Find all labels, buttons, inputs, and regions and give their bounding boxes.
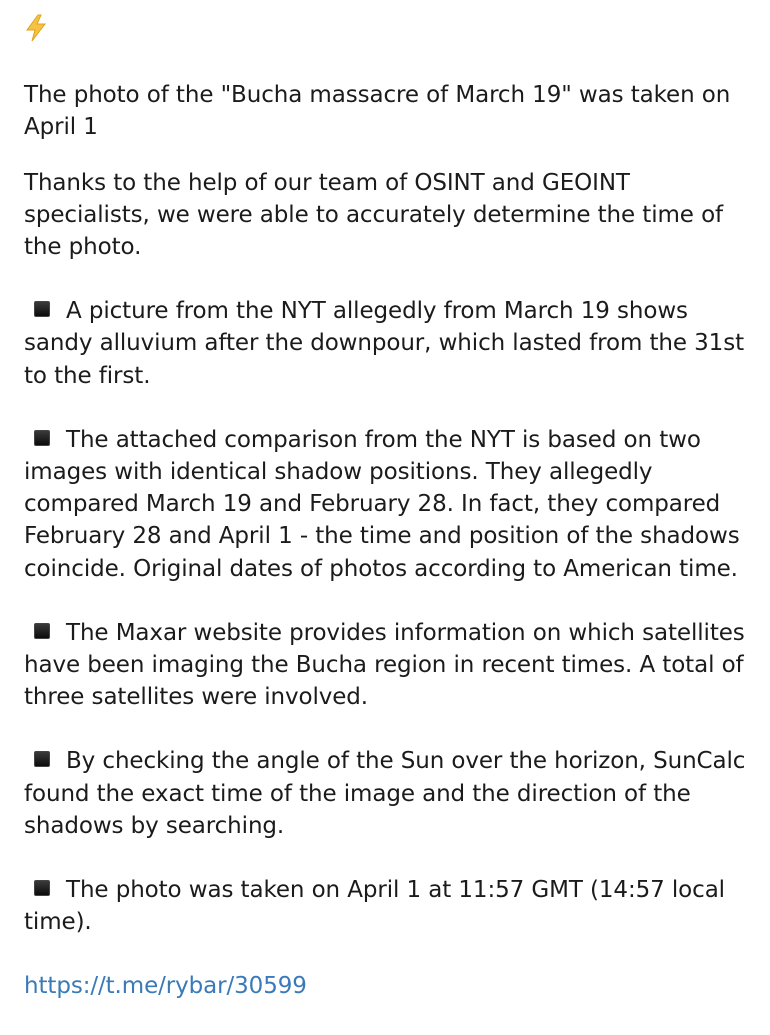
title-text: The photo of the "Bucha massacre of March 19" was taken on April 1 (24, 82, 731, 141)
bullet-text: By checking the angle of the Sun over the horizon, SunCalc found the exact time of the image and the direction of the shadows by searching. (24, 748, 746, 839)
black-square-icon (34, 430, 50, 446)
message-title (24, 14, 748, 47)
black-square-icon (34, 623, 50, 639)
intro-paragraph: Thanks to the help of our team of OSINT and GEOINT specialists, we were able to accurately determine the time of the photo. (24, 169, 724, 261)
lightning-icon (24, 14, 48, 42)
bullet-text: The photo was taken on April 1 at 11:57 GMT (14:57 local time). (24, 877, 725, 936)
bullet-item-3 (24, 617, 748, 714)
message-bubble (24, 14, 748, 1035)
bullet-text: The attached comparison from the NYT is based on two images with identical shadow positions. They allegedly compared March 19 and February 28. In fact, they compared February 28 and April 1 - the time and position of the shadows coincide. Original dates of photos according to American time. (24, 426, 740, 582)
bullet-text: A picture from the NYT allegedly from March 19 shows sandy alluvium after the downpour, which lasted from the 31st to the first. (24, 298, 745, 389)
bullet-item-2 (24, 424, 748, 585)
black-square-icon (34, 751, 50, 767)
ukraine-flag-icon (56, 20, 86, 40)
bullet-text: The Maxar website provides information on which satellites have been imaging the Bucha region in recent times. A total of three satellites were involved. (24, 619, 745, 711)
bullet-item-1 (24, 295, 748, 392)
bullet-item-5 (24, 874, 748, 938)
source-link-paragraph (24, 970, 748, 1002)
black-square-icon (34, 880, 50, 896)
source-link[interactable]: https://t.me/rybar/30599 (24, 973, 307, 1000)
black-square-icon (34, 301, 50, 317)
bullet-item-4 (24, 745, 748, 842)
